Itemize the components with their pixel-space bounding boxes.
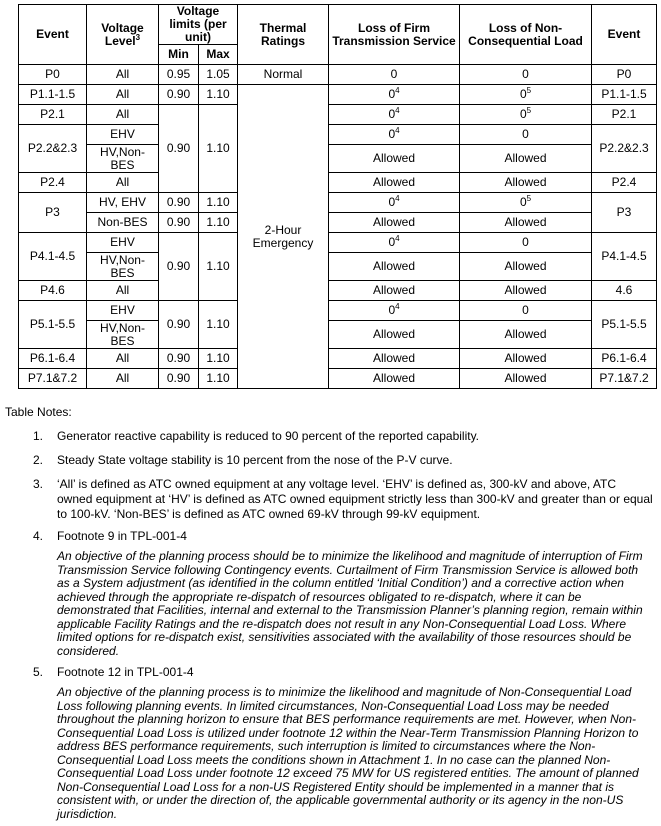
ncl-cell: $0^5$: [460, 105, 592, 125]
min-cell: 0.90: [159, 301, 199, 349]
ncl-cell: $0^5$: [460, 193, 592, 213]
note-1: [33, 429, 653, 444]
event-cell: P2.1: [19, 105, 87, 125]
table-row: [19, 349, 657, 369]
voltage-level-cell: All: [87, 65, 159, 85]
header-event-right: Event: [592, 5, 657, 65]
firm-cell: 0: [329, 65, 460, 85]
voltage-level-cell: HV, EHV: [87, 193, 159, 213]
event-right-cell: 4.6: [592, 281, 657, 301]
table-notes: [5, 405, 655, 821]
firm-cell: $0^4$: [329, 233, 460, 253]
voltage-level-cell: Non-BES: [87, 213, 159, 233]
min-cell: 0.90: [159, 85, 199, 105]
min-cell: 0.90: [159, 369, 199, 389]
note-text: ‘All’ is defined as ATC owned equipment at any voltage level. ‘EHV’ is defined as, 300-kV and above, ATC owned equipment at ‘HV’ is defined as ATC owned equipment strictly less than 300-kV and greater than or equal to 100-kV. ‘Non-BES’ is defined as ATC owned 69-kV through 99-kV equipment.: [57, 477, 653, 521]
note-number: 4.: [33, 529, 44, 543]
event-right-cell: P2.1: [592, 105, 657, 125]
voltage-level-cell: EHV: [87, 125, 159, 145]
table-row: [19, 301, 657, 321]
event-cell: P5.1-5.5: [19, 301, 87, 349]
voltage-level-cell: HV,Non-BES: [87, 145, 159, 173]
min-cell: 0.90: [159, 105, 199, 193]
firm-cell: Allowed: [329, 369, 460, 389]
voltage-level-cell: All: [87, 349, 159, 369]
voltage-level-cell: All: [87, 369, 159, 389]
firm-cell: Allowed: [329, 213, 460, 233]
header-thermal-ratings: Thermal Ratings: [238, 5, 329, 65]
max-cell: 1.10: [199, 213, 238, 233]
ncl-cell: 0: [460, 301, 592, 321]
firm-cell: Allowed: [329, 253, 460, 281]
event-right-cell: P4.1-4.5: [592, 233, 657, 281]
voltage-level-cell: All: [87, 85, 159, 105]
table-row: [19, 321, 657, 349]
event-right-cell: P1.1-1.5: [592, 85, 657, 105]
max-cell: 1.10: [199, 85, 238, 105]
voltage-level-cell: All: [87, 173, 159, 193]
table-row: [19, 193, 657, 213]
event-cell: P7.1&7.2: [19, 369, 87, 389]
event-cell: P2.4: [19, 173, 87, 193]
table-row: [19, 105, 657, 125]
note-text: Generator reactive capability is reduced to 90 percent of the reported capability.: [57, 429, 480, 443]
header-min: Min: [159, 45, 199, 65]
max-cell: 1.05: [199, 65, 238, 85]
min-cell: 0.90: [159, 349, 199, 369]
firm-cell: $0^4$: [329, 85, 460, 105]
table-row: [19, 125, 657, 145]
firm-cell: Allowed: [329, 281, 460, 301]
event-cell: P2.2&2.3: [19, 125, 87, 173]
max-cell: 1.10: [199, 301, 238, 349]
event-right-cell: P5.1-5.5: [592, 301, 657, 349]
firm-cell: $0^4$: [329, 193, 460, 213]
ncl-cell: Allowed: [460, 281, 592, 301]
thermal-normal-cell: Normal: [238, 65, 329, 85]
voltage-level-cell: EHV: [87, 301, 159, 321]
firm-cell: Allowed: [329, 321, 460, 349]
header-loss-nonconsequential: Loss of Non-Consequential Load: [460, 5, 592, 65]
firm-cell: Allowed: [329, 173, 460, 193]
event-cell: P4.6: [19, 281, 87, 301]
table-row: [19, 369, 657, 389]
firm-cell: Allowed: [329, 145, 460, 173]
max-cell: 1.10: [199, 233, 238, 301]
table-row: [19, 213, 657, 233]
event-right-cell: P2.2&2.3: [592, 125, 657, 173]
voltage-level-cell: EHV: [87, 233, 159, 253]
ncl-cell: $0^5$: [460, 85, 592, 105]
firm-cell: Allowed: [329, 349, 460, 369]
max-cell: 1.10: [199, 369, 238, 389]
ncl-cell: Allowed: [460, 213, 592, 233]
event-right-cell: P3: [592, 193, 657, 233]
voltage-level-cell: All: [87, 281, 159, 301]
note-text: Footnote 12 in TPL-001-4: [57, 665, 194, 679]
firm-cell: $0^4$: [329, 125, 460, 145]
max-cell: 1.10: [199, 349, 238, 369]
header-voltage-level: Voltage Level$^3$: [87, 5, 159, 65]
ncl-cell: Allowed: [460, 173, 592, 193]
ncl-cell: Allowed: [460, 253, 592, 281]
voltage-level-cell: HV,Non-BES: [87, 321, 159, 349]
note-number: 1.: [33, 429, 44, 443]
note-2: [33, 453, 653, 468]
table-row: [19, 253, 657, 281]
max-cell: 1.10: [199, 105, 238, 193]
firm-cell: $0^4$: [329, 105, 460, 125]
header-loss-firm: Loss of Firm Transmission Service: [329, 5, 460, 65]
event-cell: P6.1-6.4: [19, 349, 87, 369]
ncl-cell: 0: [460, 125, 592, 145]
min-cell: 0.90: [159, 193, 199, 213]
event-cell: P3: [19, 193, 87, 233]
event-right-cell: P0: [592, 65, 657, 85]
event-cell: P1.1-1.5: [19, 85, 87, 105]
ncl-cell: Allowed: [460, 321, 592, 349]
note-quote: An objective of the planning process should be to minimize the likelihood and magnitude of interruption of Firm Transmission Service following Contingency events. Curtailment of Firm Transmission Service is allowed both as a System adjustment (as identified in the column entitled ‘Initial Condition’) and a corrective action when achieved through the appropriate re-dispatch of resources obligated to re-dispatch, where it can be demonstrated that Facilities, internal and external to the Transmission Planner’s planning region, remain within applicable Facility Ratings and the re-dispatch does not result in any Non-Consequential Load Loss. Where limited options for re-dispatch exist, sensitivities associated with the availability of those resources should be considered.: [57, 549, 643, 658]
note-number: 2.: [33, 453, 44, 467]
event-right-cell: P7.1&7.2: [592, 369, 657, 389]
min-cell: 0.95: [159, 65, 199, 85]
min-cell: 0.90: [159, 213, 199, 233]
table-row: [19, 281, 657, 301]
table-row: [19, 233, 657, 253]
note-5: [33, 665, 653, 821]
note-number: 3.: [33, 477, 44, 491]
event-right-cell: P6.1-6.4: [592, 349, 657, 369]
ncl-cell: Allowed: [460, 369, 592, 389]
ncl-cell: Allowed: [460, 145, 592, 173]
header-event: Event: [19, 5, 87, 65]
thermal-emergency-cell: 2-Hour Emergency: [238, 85, 329, 389]
max-cell: 1.10: [199, 193, 238, 213]
event-cell: P4.1-4.5: [19, 233, 87, 281]
ncl-cell: 0: [460, 65, 592, 85]
note-3: [33, 477, 653, 522]
ncl-cell: Allowed: [460, 349, 592, 369]
event-right-cell: P2.4: [592, 173, 657, 193]
firm-cell: $0^4$: [329, 301, 460, 321]
event-cell: P0: [19, 65, 87, 85]
voltage-level-cell: All: [87, 105, 159, 125]
note-text: Footnote 9 in TPL-001-4: [57, 529, 187, 543]
note-text: Steady State voltage stability is 10 percent from the nose of the P-V curve.: [57, 453, 453, 467]
header-voltage-limits: Voltage limits (per unit): [159, 5, 238, 45]
table-row: [19, 173, 657, 193]
note-4: [33, 529, 653, 658]
performance-criteria-table: [18, 4, 657, 389]
table-row: [19, 65, 657, 85]
note-number: 5.: [33, 665, 44, 679]
note-quote: An objective of the planning process is to minimize the likelihood and magnitude of Non-Consequential Load Loss following planning events. In limited circumstances, Non-Consequential Load Loss may be needed throughout the planning horizon to ensure that BES performance requirements are met. However, when Non-Consequential Load Loss is utilized under footnote 12 within the Near-Term Transmission Planning Horizon to address BES performance requirements, such interruption is limited to circumstances where the Non-Consequential Load Loss meets the conditions shown in Attachment 1. In no case can the planned Non-Consequential Load Loss under footnote 12 exceed 75 MW for US registered entities. The amount of planned Non-Consequential Load Loss for a non-US Registered Entity should be implemented in a manner that is consistent with, or under the direction of, the applicable governmental authority or its agency in the non-US jurisdiction.: [57, 685, 639, 821]
table-row: [19, 85, 657, 105]
header-max: Max: [199, 45, 238, 65]
table-row: [19, 145, 657, 173]
notes-heading: Table Notes:: [5, 405, 72, 419]
min-cell: 0.90: [159, 233, 199, 301]
voltage-level-cell: HV,Non-BES: [87, 253, 159, 281]
ncl-cell: 0: [460, 233, 592, 253]
